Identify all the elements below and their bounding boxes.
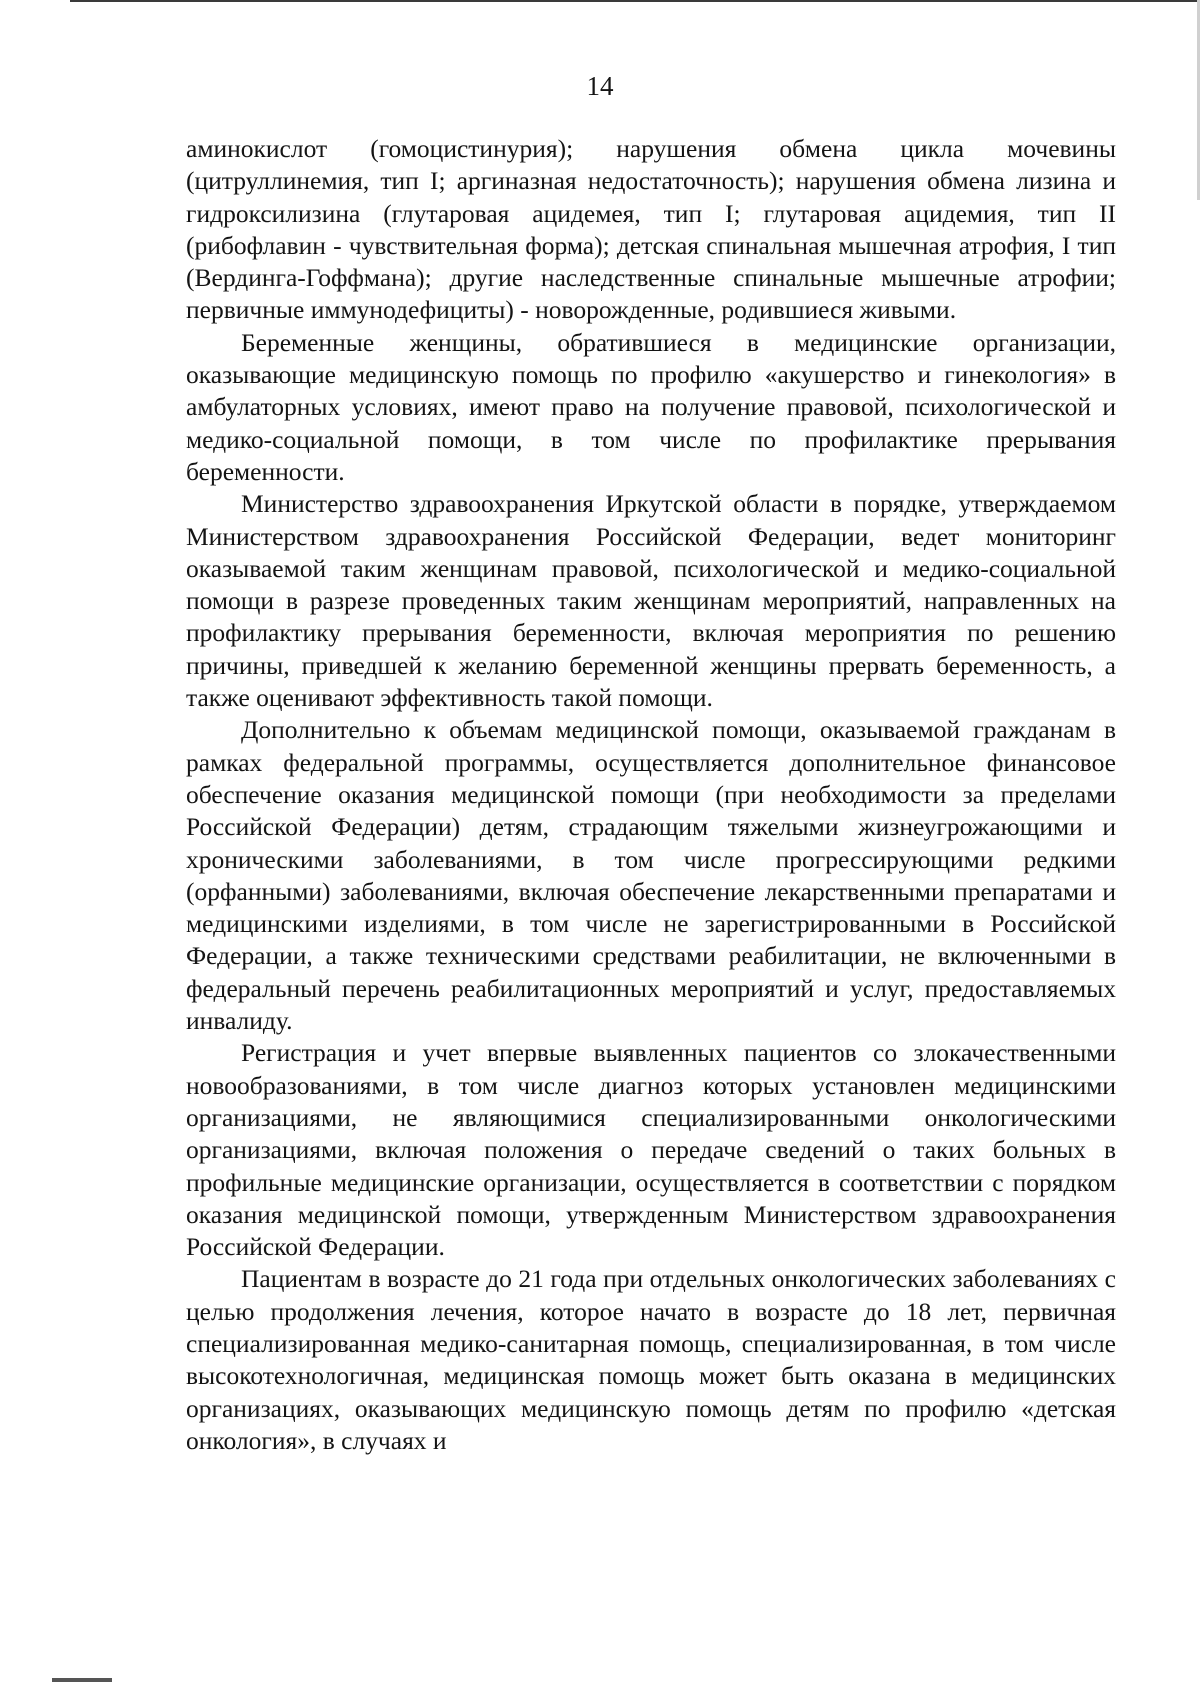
paragraph-oncology-registration: Регистрация и учет впервые выявленных пациентов со злокачественными новообразованиями, в том числе диагноз которых установлен медицинскими организациями, не являющимися специализированными онкологическими организациями, включая положения о передаче сведений о таких больных в профильные медицинские организации, осуществляется в соответствии с порядком оказания медицинской помощи, утвержденным Министерством здравоохранения Российской Федерации.	[186, 1038, 1116, 1262]
scan-top-border	[70, 0, 1200, 2]
paragraph-pregnant-women: Беременные женщины, обратившиеся в медицинские организации, оказывающие медицинскую помощь по профилю «акушерство и гинекология» в амбулаторных условиях, имеют право на получение правовой, психологической и медико-социальной помощи, в том числе по профилактике прерывания беременности.	[186, 327, 1116, 486]
scan-bottom-mark	[52, 1678, 112, 1682]
document-body	[186, 133, 1116, 1457]
page-number: 14	[586, 71, 614, 101]
paragraph-continuation: аминокислот (гомоцистинурия); нарушения обмена цикла мочевины (цитруллинемия, тип I; аргиназная недостаточность); нарушения обмена лизина и гидроксилизина (глутаровая ацидемея, тип I; глутаровая ацидемия, тип II (рибофлавин - чувствительная форма); детская спинальная мышечная атрофия, I тип (Вердинга-Гоффмана); другие наследственные спинальные мышечные атрофии; первичные иммунодефициты) - новорожденные, родившиеся живыми.	[186, 134, 1116, 325]
paragraph-additional-financing: Дополнительно к объемам медицинской помощи, оказываемой гражданам в рамках федеральной программы, осуществляется дополнительное финансовое обеспечение оказания медицинской помощи (при необходимости за пределами Российской Федерации) детям, страдающим тяжелыми жизнеугрожающими и хроническими заболеваниями, в том числе прогрессирующими редкими (орфанными) заболеваниями, включая обеспечение лекарственными препаратами и медицинскими изделиями, в том числе не зарегистрированными в Российской Федерации, а также техническими средствами реабилитации, не включенными в федеральный перечень реабилитационных мероприятий и услуг, предоставляемых инвалиду.	[186, 715, 1116, 1036]
paragraph-ministry-monitoring: Министерство здравоохранения Иркутской области в порядке, утверждаемом Министерством здравоохранения Российской Федерации, ведет мониторинг оказываемой таким женщинам правовой, психологической и медико-социальной помощи в разрезе проведенных таким женщинам мероприятий, направленных на профилактику прерывания беременности, включая мероприятия по решению причины, приведшей к желанию беременной женщины прервать беременность, а также оценивают эффективность такой помощи.	[186, 489, 1116, 713]
paragraph-patients-under-21: Пациентам в возрасте до 21 года при отдельных онкологических заболеваниях с целью продолжения лечения, которое начато в возрасте до 18 лет, первичная специализированная медико-санитарная помощь, специализированная, в том числе высокотехнологичная, медицинская помощь может быть оказана в медицинских организациях, оказывающих медицинскую помощь детям по профилю «детская онкология», в случаях и	[186, 1264, 1116, 1455]
